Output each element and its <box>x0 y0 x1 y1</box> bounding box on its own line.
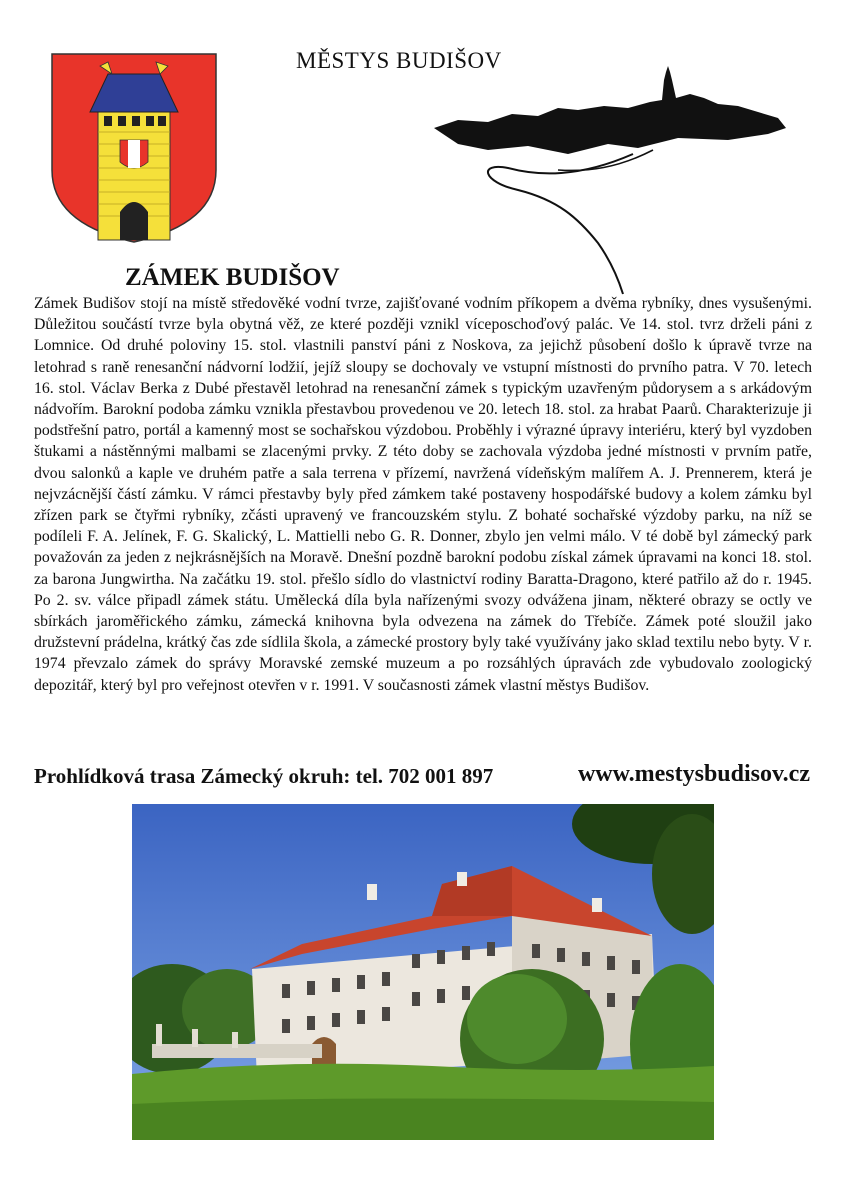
tour-phone-info: Prohlídková trasa Zámecký okruh: tel. 702 001 897 <box>34 764 494 788</box>
contact-line <box>34 761 812 794</box>
section-title: ZÁMEK BUDIŠOV <box>125 264 340 291</box>
website-link[interactable]: www.mestysbudisov.cz <box>577 761 810 787</box>
town-name: MĚSTYS BUDIŠOV <box>296 48 502 73</box>
coat-of-arms-icon <box>50 52 218 244</box>
article-body: Zámek Budišov stojí na místě středověké vodní tvrze, zajišťované vodním příkopem a dvěma rybníky, dnes vysušenými. Důležitou součástí tvrze byla obytná věž, ze které později vznikl víceposchoďový palác. Ve 14. stol. tvrz drželi páni z Lomnice. Od druhé poloviny 15. stol. vlastnili panství páni z Noskova, za jejichž působení došlo k úpravě tvrze na letohrad s raně renesanční nádvorní lodžií, jejíž sloupy se dochovaly ve vstupní místnosti do prvního patra. V 70. letech 16. stol. Václav Berka z Dubé přestavěl letohrad na renesanční zámek s typickým uzavřeným půdorysem a s arkádovým nádvořím. Barokní podoba zámku vznikla přestavbou provedenou ve 20. letech 18. stol. za hrabat Paarů. Charakterizuje ji podstřešní patro, portál a kamenný most se sochařskou výzdobou. Proběhly i výrazné úpravy interiéru, který byl vyzdoben štukami a nástěnnými malbami se zlacenými prvky. Z této doby se zachovala výzdoba jedné místnosti v prvním patře, dvou salonků a kaple ve druhém patře a sala terrena v přízemí, navržená vídeňským malířem A. J. Prennerem, která je nejvzácnější částí zámku. V rámci přestavby byly před zámkem také postaveny hospodářské budovy a kolem zámku byl zřízen park se čtyřmi rybníky, zčásti upravený ve francouzském stylu. Z bohaté sochařské výzdoby parku, na níž se podíleli F. A. Jelínek, F. G. Skalický, L. Mattielli nebo G. R. Donner, zbylo jen velmi málo. V té době byl zámecký park považován za jeden z nejkrásnějších na Moravě. Dnešní pozdně barokní podobu získal zámek úpravami na konci 18. stol. za barona Jungwirtha. Na začátku 19. stol. přešlo sídlo do vlastnictví rodiny Baratta-Dragono, které patřilo až do r. 1945. Po 2. sv. válce připadl zámek státu. Umělecká díla byla nařízenými svozy odvážena jinam, některé obrazy se octly ve sbírkách jaroměřického zámku, zámecká knihovna byla odvezena na zámek do Třebíče. Zámek poté sloužil jako družstevní prádelna, krátký čas zde sídlila škola, a zámecké prostory byly také využívány jako sklad textilu nebo byty. V r. 1974 převzalo zámek do správy Moravské zemské muzeum a po rozsáhlých úpravách zde vybudovalo zoologický depozitář, který byl pro veřejnost otevřen v r. 1991. V současnosti zámek vlastní městys Budišov. <box>34 295 812 694</box>
town-skyline-icon <box>428 58 790 298</box>
castle-photo <box>132 804 714 1140</box>
